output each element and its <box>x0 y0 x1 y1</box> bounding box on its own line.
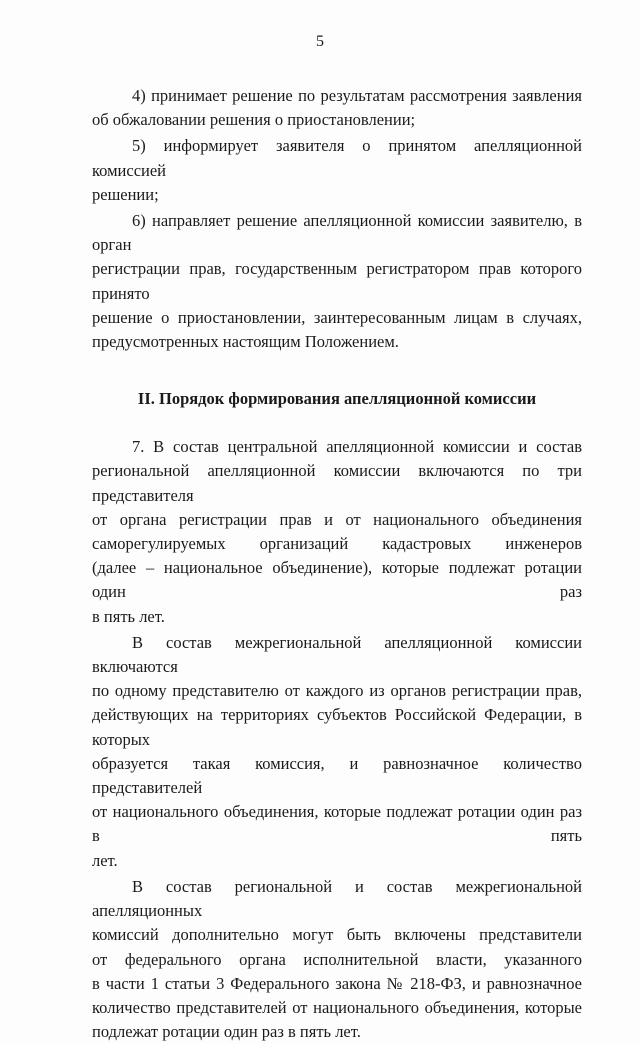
document-body <box>92 84 582 1044</box>
text-line: от федерального органа исполнительной власти, указанного <box>92 949 582 969</box>
text-line: подлежат ротации один раз в пять лет. <box>92 1022 361 1042</box>
text-line: регистрации прав, государственным регистратором прав которого принято <box>92 259 582 303</box>
text-line: от национального объединения, которые подлежат ротации один раз в пять <box>92 802 582 846</box>
page-number: 5 <box>316 33 324 50</box>
text-line: действующих на территориях субъектов Российской Федерации, в которых <box>92 705 582 749</box>
text-line: 4) принимает решение по результатам рассмотрения заявления <box>132 86 582 105</box>
text-line: образуется такая комиссия, и равнозначное количество представителей <box>92 753 582 798</box>
text-line: об обжаловании решения о приостановлении; <box>92 110 416 130</box>
paragraph-item-7 <box>92 435 582 629</box>
text-line: комиссий дополнительно могут быть включены представители <box>92 925 582 945</box>
text-line: 6) направляет решение апелляционной комиссии заявителю, в орган <box>92 211 582 255</box>
paragraph-item-6 <box>92 209 582 354</box>
paragraph-item-5 <box>92 134 582 207</box>
paragraph-interregional <box>92 631 582 873</box>
text-line: лет. <box>92 850 118 870</box>
text-line: 5) информирует заявителя о принятом апелляционной комиссией <box>92 136 582 180</box>
text-line: (далее – национальное объединение), которые подлежат ротации один раз <box>92 558 582 602</box>
text-line: В состав региональной и состав межрегиональной апелляционных <box>92 876 582 921</box>
section-heading: II. Порядок формирования апелляционной комиссии <box>137 389 537 409</box>
text-line: от органа регистрации прав и от национального объединения <box>92 509 582 529</box>
text-line: предусмотренных настоящим Положением. <box>92 332 399 352</box>
text-line: в пять лет. <box>92 606 165 626</box>
paragraph-additional <box>92 875 582 1044</box>
text-line: количество представителей от национального объединения, которые <box>92 997 582 1017</box>
text-line: саморегулируемых организаций кадастровых инженеров <box>92 534 582 554</box>
text-line: 7. В состав центральной апелляционной комиссии и состав <box>132 437 582 457</box>
text-line: по одному представителю от каждого из органов регистрации прав, <box>92 681 582 701</box>
text-line: решение о приостановлении, заинтересованным лицам в случаях, <box>92 307 582 327</box>
text-line: В состав межрегиональной апелляционной комиссии включаются <box>92 632 582 677</box>
text-line: региональной апелляционной комиссии включаются по три представителя <box>92 461 582 505</box>
paragraphs-before <box>92 84 582 354</box>
text-line: решении; <box>92 184 159 204</box>
paragraphs-after <box>92 435 582 1044</box>
text-line: в части 1 статьи 3 Федерального закона № 218-ФЗ, и равнозначное <box>92 973 582 993</box>
paragraph-item-4 <box>92 84 582 132</box>
